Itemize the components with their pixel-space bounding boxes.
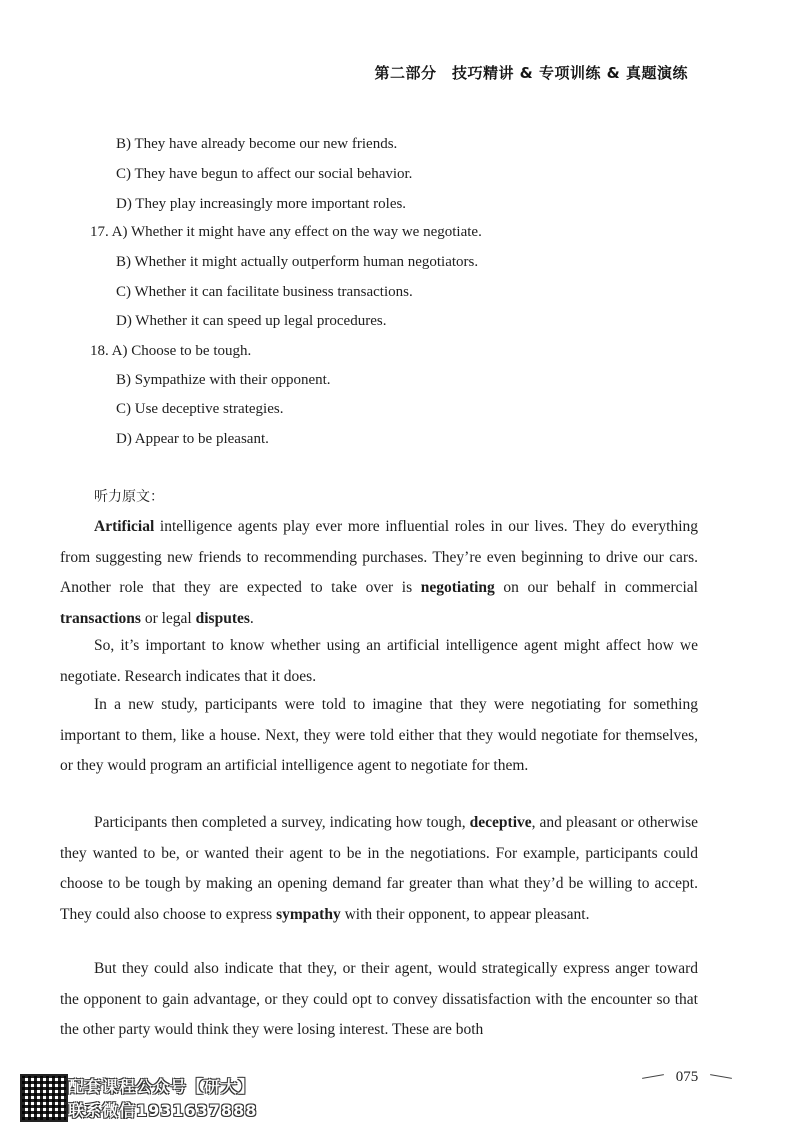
option-16b: B) They have already become our new friends. xyxy=(116,136,398,152)
option-18a: 18. A) Choose to be tough. xyxy=(90,343,252,359)
option-16c: C) They have begun to affect our social behavior. xyxy=(116,166,413,182)
option-16d: D) They play increasingly more important roles. xyxy=(116,196,407,212)
option-18b: B) Sympathize with their opponent. xyxy=(116,372,331,388)
promo-line-1: 配套课程公众号【研大】 xyxy=(68,1077,256,1096)
option-17a: 17. A) Whether it might have any effect on the way we negotiate. xyxy=(90,224,482,240)
option-18c: C) Use deceptive strategies. xyxy=(116,401,284,417)
transcript-paragraph-1: Artificial intelligence agents play ever more influential roles in our lives. They do everything from suggesting new friends to recommending purchases. They’re even beginning to drive our cars. Another role that they are expected to take over is negotiating on our behalf in commercial transactions or legal disputes. xyxy=(60,518,698,627)
transcript-paragraph-2: So, it’s important to know whether using an artificial intelligence agent might affect how we negotiate. Research indicates that it does. xyxy=(60,637,698,685)
option-17c: C) Whether it can facilitate business transactions. xyxy=(116,284,413,300)
section-header: 第二部分 技巧精讲 & 专项训练 & 真题演练 xyxy=(374,64,688,82)
transcript-paragraph-5: But they could also indicate that they, or their agent, would strategically express anger toward the opponent to gain advantage, or they could opt to convey dissatisfaction with the encounter so that the other party would think they were losing interest. These are both xyxy=(60,960,698,1038)
promo-badge xyxy=(20,1074,310,1124)
option-17d: D) Whether it can speed up legal procedures. xyxy=(116,313,387,329)
option-17b: B) Whether it might actually outperform human negotiators. xyxy=(116,254,479,270)
qr-code-icon xyxy=(20,1074,68,1122)
page-number: 075 xyxy=(648,1066,726,1088)
promo-line-2: 联系微信1931637888 xyxy=(68,1101,258,1120)
transcript-paragraph-4: Participants then completed a survey, indicating how tough, deceptive, and pleasant or otherwise they wanted to be, or wanted their agent to be in the negotiations. For example, participants could choose to be tough by making an opening demand far greater than what they’d be willing to accept. They could also choose to express sympathy with their opponent, to appear pleasant. xyxy=(60,814,698,923)
transcript-label: 听力原文： xyxy=(94,489,164,505)
transcript-paragraph-3: In a new study, participants were told to imagine that they were negotiating for something important to them, like a house. Next, they were told either that they would negotiate for themselves, or they would program an artificial intelligence agent to negotiate for them. xyxy=(60,696,698,774)
option-18d: D) Appear to be pleasant. xyxy=(116,431,269,447)
